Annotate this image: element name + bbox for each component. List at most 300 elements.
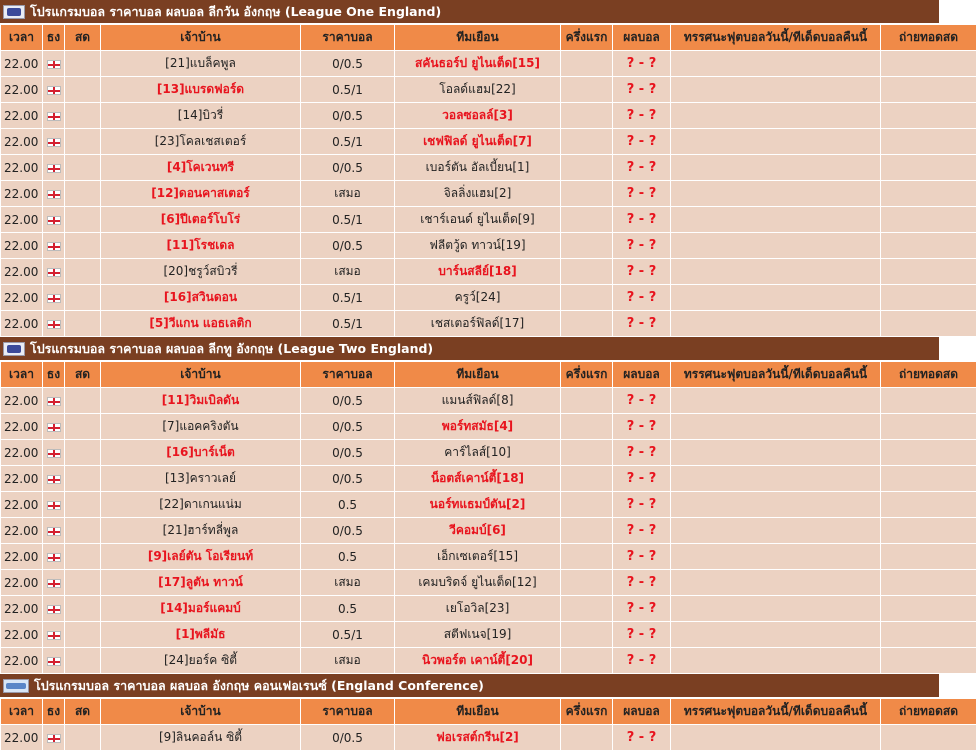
odds: 0.5: [301, 596, 395, 622]
away-team-cell: [395, 466, 561, 492]
home-team-cell: [101, 440, 301, 466]
away-team[interactable]: คาร์ไลส์[10]: [444, 445, 511, 459]
odds: 0.5/1: [301, 129, 395, 155]
kickoff-time: 22.00: [1, 518, 43, 544]
away-team[interactable]: เชาร์เอนด์ ยูไนเต็ด[9]: [420, 212, 535, 226]
kickoff-time: 22.00: [1, 414, 43, 440]
away-team-cell: [395, 492, 561, 518]
result-cell: [613, 51, 671, 77]
column-header-tips: ทรรศนะฟุตบอลวันนี้/ทีเด็ดบอลคืนนี้: [671, 362, 881, 388]
fixtures-table: [0, 24, 977, 337]
half-time-cell: [561, 259, 613, 285]
england-flag-icon: [47, 423, 61, 432]
result-cell: [613, 570, 671, 596]
match-row: [1, 596, 977, 622]
column-header-time: เวลา: [1, 362, 43, 388]
kickoff-time: 22.00: [1, 388, 43, 414]
live-tv-cell: [881, 129, 977, 155]
column-header-away: ทีมเยือน: [395, 25, 561, 51]
match-result[interactable]: ? - ?: [626, 108, 657, 123]
england-flag-icon: [47, 86, 61, 95]
odds: 0.5/1: [301, 311, 395, 337]
result-cell: [613, 155, 671, 181]
away-team-cell: [395, 129, 561, 155]
match-row: [1, 259, 977, 285]
match-result[interactable]: ? - ?: [626, 82, 657, 97]
england-flag-icon: [47, 475, 61, 484]
kickoff-time: 22.00: [1, 51, 43, 77]
kickoff-time: 22.00: [1, 207, 43, 233]
kickoff-time: 22.00: [1, 466, 43, 492]
column-header-away: ทีมเยือน: [395, 362, 561, 388]
flag-cell: [43, 77, 65, 103]
england-flag-icon: [47, 268, 61, 277]
tips-cell: [671, 544, 881, 570]
home-team-cell: [101, 492, 301, 518]
match-result[interactable]: ? - ?: [626, 393, 657, 408]
odds: 0.5/1: [301, 207, 395, 233]
away-team-cell: [395, 570, 561, 596]
away-team[interactable]: สตีฟเนจ[19]: [443, 627, 512, 641]
home-team-cell: [101, 388, 301, 414]
match-row: [1, 285, 977, 311]
column-header-half: ครึ่งแรก: [561, 362, 613, 388]
away-team-cell: [395, 285, 561, 311]
column-header-odds: ราคาบอล: [301, 362, 395, 388]
odds: เสมอ: [301, 648, 395, 674]
home-team[interactable]: [24]ยอร์ค ซิตี้: [163, 653, 238, 667]
half-time-cell: [561, 466, 613, 492]
home-team-cell: [101, 155, 301, 181]
live-tv-cell: [881, 388, 977, 414]
flag-cell: [43, 492, 65, 518]
home-team-cell: [101, 285, 301, 311]
column-header-flag: ธง: [43, 699, 65, 725]
live-tv-cell: [881, 622, 977, 648]
flag-cell: [43, 622, 65, 648]
match-result[interactable]: ? - ?: [626, 316, 657, 331]
england-flag-icon: [47, 397, 61, 406]
kickoff-time: 22.00: [1, 596, 43, 622]
away-team[interactable]: เชฟฟิลด์ ยูไนเต็ด[7]: [423, 134, 532, 148]
england-flag-icon: [47, 112, 61, 121]
live-cell: [65, 570, 101, 596]
half-time-cell: [561, 440, 613, 466]
home-team[interactable]: [17]ลูตัน ทาวน์: [158, 575, 243, 589]
live-tv-cell: [881, 207, 977, 233]
match-row: [1, 622, 977, 648]
live-cell: [65, 103, 101, 129]
match-row: [1, 311, 977, 337]
match-row: [1, 181, 977, 207]
tips-cell: [671, 388, 881, 414]
match-row: [1, 233, 977, 259]
odds: 0.5/1: [301, 77, 395, 103]
live-tv-cell: [881, 596, 977, 622]
odds: เสมอ: [301, 181, 395, 207]
home-team[interactable]: [22]ดาเกนแน่ม: [159, 497, 242, 511]
half-time-cell: [561, 207, 613, 233]
home-team[interactable]: [21]ฮาร์ทลี่พูล: [162, 523, 239, 537]
odds: 0/0.5: [301, 233, 395, 259]
result-cell: [613, 129, 671, 155]
away-team[interactable]: นอร์ทแธมป์ตัน[2]: [429, 497, 526, 511]
match-result[interactable]: ? - ?: [626, 653, 657, 668]
column-header-odds: ราคาบอล: [301, 25, 395, 51]
half-time-cell: [561, 285, 613, 311]
away-team-cell: [395, 414, 561, 440]
away-team[interactable]: สคันธอร์ป ยูไนเต็ด[15]: [415, 56, 540, 70]
column-header-time: เวลา: [1, 699, 43, 725]
home-team[interactable]: [7]แอคคริงตัน: [162, 419, 239, 433]
result-cell: [613, 388, 671, 414]
result-cell: [613, 77, 671, 103]
flag-cell: [43, 155, 65, 181]
match-row: [1, 544, 977, 570]
tips-cell: [671, 725, 881, 751]
flag-cell: [43, 518, 65, 544]
result-cell: [613, 285, 671, 311]
column-header-live: สด: [65, 699, 101, 725]
away-team[interactable]: โอลด์แฮม[22]: [439, 82, 516, 96]
column-header-flag: ธง: [43, 362, 65, 388]
away-team[interactable]: เยโอวิล[23]: [445, 601, 510, 615]
home-team-cell: [101, 103, 301, 129]
home-team[interactable]: [5]วีแกน แอธเลติก: [149, 316, 252, 330]
column-header-live-tv: ถ่ายทอดสด: [881, 362, 977, 388]
away-team[interactable]: ครูว์[24]: [454, 290, 501, 304]
flag-cell: [43, 233, 65, 259]
home-team-cell: [101, 414, 301, 440]
away-team[interactable]: เชสเตอร์ฟิลด์[17]: [430, 316, 525, 330]
tips-cell: [671, 466, 881, 492]
result-cell: [613, 466, 671, 492]
home-team[interactable]: [9]ลินคอล์น ซิตี้: [158, 730, 243, 744]
england-flag-icon: [47, 527, 61, 536]
match-result[interactable]: ? - ?: [626, 160, 657, 175]
match-row: [1, 492, 977, 518]
match-row: [1, 103, 977, 129]
home-team-cell: [101, 725, 301, 751]
match-result[interactable]: ? - ?: [626, 471, 657, 486]
home-team[interactable]: [14]มอร์แคมบ์: [160, 601, 241, 615]
tips-cell: [671, 311, 881, 337]
column-header-time: เวลา: [1, 25, 43, 51]
half-time-cell: [561, 622, 613, 648]
england-flag-icon: [47, 501, 61, 510]
away-team[interactable]: เคมบริดจ์ ยูไนเต็ด[12]: [418, 575, 537, 589]
odds: 0/0.5: [301, 725, 395, 751]
home-team[interactable]: [6]ปีเตอร์โบโร่: [160, 212, 241, 226]
home-team-cell: [101, 648, 301, 674]
flag-cell: [43, 725, 65, 751]
kickoff-time: 22.00: [1, 440, 43, 466]
live-cell: [65, 129, 101, 155]
odds: 0/0.5: [301, 518, 395, 544]
away-team[interactable]: วีคอมบ์[6]: [449, 523, 506, 537]
flag-cell: [43, 259, 65, 285]
live-cell: [65, 648, 101, 674]
half-time-cell: [561, 648, 613, 674]
match-result[interactable]: ? - ?: [626, 601, 657, 616]
away-team-cell: [395, 233, 561, 259]
home-team[interactable]: [1]พลีมัธ: [175, 627, 226, 641]
home-team[interactable]: [11]วิมเบิลดัน: [161, 393, 240, 407]
half-time-cell: [561, 77, 613, 103]
match-result[interactable]: ? - ?: [626, 186, 657, 201]
match-result[interactable]: ? - ?: [626, 419, 657, 434]
column-header-half: ครึ่งแรก: [561, 25, 613, 51]
live-cell: [65, 492, 101, 518]
tips-cell: [671, 233, 881, 259]
live-cell: [65, 77, 101, 103]
away-team[interactable]: แมนส์ฟิลด์[8]: [441, 393, 514, 407]
odds: เสมอ: [301, 259, 395, 285]
home-team-cell: [101, 181, 301, 207]
column-header-flag: ธง: [43, 25, 65, 51]
flag-cell: [43, 207, 65, 233]
home-team[interactable]: [13]คราวเลย์: [164, 471, 237, 485]
column-header-result: ผลบอล: [613, 699, 671, 725]
half-time-cell: [561, 103, 613, 129]
match-result[interactable]: ? - ?: [626, 627, 657, 642]
half-time-cell: [561, 492, 613, 518]
column-header-live-tv: ถ่ายทอดสด: [881, 699, 977, 725]
league-header: [0, 0, 939, 24]
column-header-tips: ทรรศนะฟุตบอลวันนี้/ทีเด็ดบอลคืนนี้: [671, 25, 881, 51]
kickoff-time: 22.00: [1, 77, 43, 103]
match-row: [1, 77, 977, 103]
logo-mark: [6, 683, 26, 689]
away-team[interactable]: ฟลีตวู้ด ทาวน์[19]: [429, 238, 526, 252]
match-row: [1, 570, 977, 596]
tips-cell: [671, 570, 881, 596]
half-time-cell: [561, 388, 613, 414]
column-header-home: เจ้าบ้าน: [101, 362, 301, 388]
home-team-cell: [101, 207, 301, 233]
kickoff-time: 22.00: [1, 155, 43, 181]
flag-cell: [43, 440, 65, 466]
tips-cell: [671, 155, 881, 181]
odds: 0.5: [301, 544, 395, 570]
kickoff-time: 22.00: [1, 233, 43, 259]
match-row: [1, 207, 977, 233]
half-time-cell: [561, 725, 613, 751]
live-tv-cell: [881, 544, 977, 570]
away-team[interactable]: บาร์นสลีย์[18]: [438, 264, 517, 278]
match-result[interactable]: ? - ?: [626, 238, 657, 253]
match-row: [1, 388, 977, 414]
odds: 0.5/1: [301, 622, 395, 648]
kickoff-time: 22.00: [1, 725, 43, 751]
england-flag-icon: [47, 449, 61, 458]
away-team[interactable]: นิวพอร์ต เคาน์ตี้[20]: [421, 653, 533, 667]
home-team[interactable]: [16]สวินดอน: [163, 290, 238, 304]
table-header-row: [1, 699, 977, 725]
home-team-cell: [101, 596, 301, 622]
fixtures-table: [0, 361, 977, 674]
live-cell: [65, 181, 101, 207]
match-result[interactable]: ? - ?: [626, 290, 657, 305]
league-header: [0, 674, 939, 698]
result-cell: [613, 259, 671, 285]
match-row: [1, 129, 977, 155]
england-flag-icon: [47, 164, 61, 173]
logo-mark: [7, 345, 21, 353]
column-header-home: เจ้าบ้าน: [101, 25, 301, 51]
flag-cell: [43, 311, 65, 337]
away-team-cell: [395, 388, 561, 414]
away-team-cell: [395, 725, 561, 751]
away-team[interactable]: ฟอเรสต์กรีน[2]: [436, 730, 519, 744]
tips-cell: [671, 492, 881, 518]
away-team[interactable]: พอร์ทสมัธ[4]: [441, 419, 514, 433]
home-team[interactable]: [12]ดอนคาสเตอร์: [151, 186, 250, 200]
match-row: [1, 414, 977, 440]
england-flag-icon: [47, 294, 61, 303]
home-team[interactable]: [21]แบล็คพูล: [165, 56, 236, 70]
result-cell: [613, 544, 671, 570]
flag-cell: [43, 466, 65, 492]
away-team[interactable]: น็อตส์เคาน์ตี้[18]: [430, 471, 525, 485]
live-tv-cell: [881, 414, 977, 440]
table-header-row: [1, 362, 977, 388]
home-team-cell: [101, 544, 301, 570]
home-team[interactable]: [9]เลย์ตัน โอเรียนท์: [147, 549, 254, 563]
match-row: [1, 648, 977, 674]
live-cell: [65, 259, 101, 285]
match-result[interactable]: ? - ?: [626, 56, 657, 71]
away-team[interactable]: จิลลิ่งแฮม[2]: [443, 186, 512, 200]
efl-league-two-logo-icon: [3, 342, 25, 356]
match-row: [1, 155, 977, 181]
result-cell: [613, 207, 671, 233]
live-tv-cell: [881, 155, 977, 181]
column-header-result: ผลบอล: [613, 25, 671, 51]
live-cell: [65, 155, 101, 181]
kickoff-time: 22.00: [1, 285, 43, 311]
live-cell: [65, 388, 101, 414]
live-cell: [65, 596, 101, 622]
away-team[interactable]: เอ็กเซเตอร์[15]: [437, 549, 518, 563]
column-header-half: ครึ่งแรก: [561, 699, 613, 725]
away-team-cell: [395, 155, 561, 181]
logo-mark: [7, 8, 21, 16]
column-header-live: สด: [65, 25, 101, 51]
live-tv-cell: [881, 103, 977, 129]
home-team[interactable]: [23]โคลเชสเตอร์: [154, 134, 247, 148]
england-flag-icon: [47, 657, 61, 666]
tips-cell: [671, 207, 881, 233]
tips-cell: [671, 285, 881, 311]
home-team[interactable]: [4]โคเวนทรี: [166, 160, 235, 174]
odds: 0/0.5: [301, 51, 395, 77]
column-header-result: ผลบอล: [613, 362, 671, 388]
half-time-cell: [561, 311, 613, 337]
away-team-cell: [395, 103, 561, 129]
kickoff-time: 22.00: [1, 648, 43, 674]
flag-cell: [43, 648, 65, 674]
match-result[interactable]: ? - ?: [626, 523, 657, 538]
result-cell: [613, 725, 671, 751]
odds: 0/0.5: [301, 388, 395, 414]
match-result[interactable]: ? - ?: [626, 134, 657, 149]
home-team-cell: [101, 51, 301, 77]
half-time-cell: [561, 544, 613, 570]
home-team[interactable]: [20]ชรูว์สบิวรี่: [163, 264, 238, 278]
home-team[interactable]: [14]บิวรี่: [177, 108, 224, 122]
away-team[interactable]: เบอร์ตัน อัลเบี้ยน[1]: [425, 160, 530, 174]
away-team-cell: [395, 440, 561, 466]
match-result[interactable]: ? - ?: [626, 549, 657, 564]
match-result[interactable]: ? - ?: [626, 497, 657, 512]
fixtures-table: [0, 698, 977, 751]
flag-cell: [43, 544, 65, 570]
flag-cell: [43, 285, 65, 311]
odds: เสมอ: [301, 570, 395, 596]
column-header-odds: ราคาบอล: [301, 699, 395, 725]
live-tv-cell: [881, 648, 977, 674]
half-time-cell: [561, 570, 613, 596]
league-title: โปรแกรมบอล ราคาบอล ผลบอล ลีกทู อังกฤษ (League Two England): [30, 340, 434, 356]
live-cell: [65, 51, 101, 77]
home-team-cell: [101, 259, 301, 285]
away-team[interactable]: วอลซอลล์[3]: [442, 108, 513, 122]
result-cell: [613, 233, 671, 259]
home-team[interactable]: [11]โรชเดล: [166, 238, 235, 252]
column-header-live: สด: [65, 362, 101, 388]
match-row: [1, 725, 977, 751]
live-cell: [65, 622, 101, 648]
odds: 0.5: [301, 492, 395, 518]
tips-cell: [671, 129, 881, 155]
kickoff-time: 22.00: [1, 570, 43, 596]
away-team-cell: [395, 311, 561, 337]
half-time-cell: [561, 155, 613, 181]
live-tv-cell: [881, 51, 977, 77]
kickoff-time: 22.00: [1, 311, 43, 337]
home-team[interactable]: [16]บาร์เน็ต: [166, 445, 235, 459]
flag-cell: [43, 570, 65, 596]
home-team-cell: [101, 622, 301, 648]
result-cell: [613, 440, 671, 466]
live-tv-cell: [881, 77, 977, 103]
flag-cell: [43, 103, 65, 129]
result-cell: [613, 492, 671, 518]
result-cell: [613, 596, 671, 622]
tips-cell: [671, 181, 881, 207]
column-header-live-tv: ถ่ายทอดสด: [881, 25, 977, 51]
match-row: [1, 466, 977, 492]
tips-cell: [671, 103, 881, 129]
home-team-cell: [101, 77, 301, 103]
live-cell: [65, 544, 101, 570]
match-result[interactable]: ? - ?: [626, 264, 657, 279]
result-cell: [613, 181, 671, 207]
live-tv-cell: [881, 259, 977, 285]
flag-cell: [43, 388, 65, 414]
table-header-row: [1, 25, 977, 51]
live-tv-cell: [881, 725, 977, 751]
match-result[interactable]: ? - ?: [626, 730, 657, 745]
home-team[interactable]: [13]แบรดฟอร์ด: [156, 82, 245, 96]
match-result[interactable]: ? - ?: [626, 212, 657, 227]
match-result[interactable]: ? - ?: [626, 445, 657, 460]
half-time-cell: [561, 596, 613, 622]
live-cell: [65, 285, 101, 311]
match-result[interactable]: ? - ?: [626, 575, 657, 590]
flag-cell: [43, 181, 65, 207]
